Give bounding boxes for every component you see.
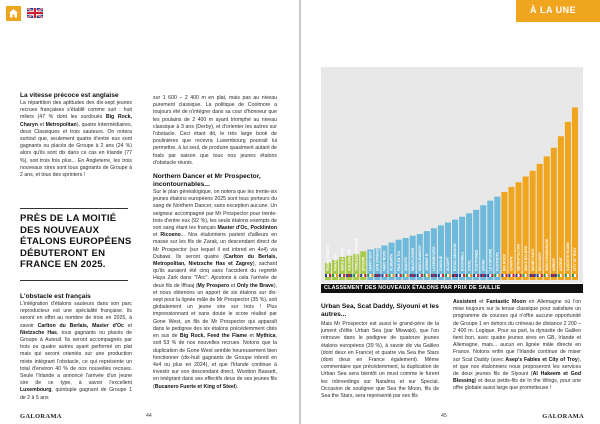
country-flag-marker [520,274,522,277]
country-flag-marker [512,274,514,277]
left-column-2 [153,95,277,391]
country-flag-marker [442,274,444,277]
chart-category-label: POSTPONED [474,249,479,271]
country-flag-marker [470,274,472,277]
country-flag-marker [510,274,512,277]
country-flag-marker [475,274,477,277]
country-flag-marker [537,274,539,277]
country-flag-marker [459,274,461,277]
country-flag-marker [572,274,574,277]
country-flag-marker [371,274,373,277]
country-flag-marker [532,274,534,277]
country-flag-marker [555,274,557,277]
country-flag-marker [546,274,548,277]
country-flag-marker [428,274,430,277]
country-flag-marker [516,274,518,277]
country-flag-marker [325,274,327,277]
country-flag-marker [343,274,345,277]
country-flag-marker [482,274,484,277]
chart-category-label: LUXEMBOURG [432,246,437,271]
country-flag-marker [456,274,458,277]
chart-category-label: BIG ROCK [502,254,507,271]
country-flag-marker [378,274,380,277]
country-flag-marker [329,274,331,277]
country-flag-marker [385,274,387,277]
country-flag-marker [362,274,364,277]
chart-category-label: ASCENT [559,257,564,271]
country-flag-marker [498,274,500,277]
country-flag-marker [534,274,536,277]
country-flag-marker [454,274,456,277]
chart-category-label: RECOVERY [537,252,542,271]
chart-category-label: CITY OF TROY [573,247,578,271]
country-flag-marker [541,274,543,277]
chart-category-label: FAIRY ROCK [382,250,387,271]
country-flag-marker [496,274,498,277]
top-bar-left [0,0,299,28]
paragraph-coolmore: sur 1 600 – 2 400 m en plat, mais pas au niveau purement classique. La politique de Coolmore a toujours été de n'intégrer dans sa cour d'honneur que les poulains de 2 400 m ayant triomphé au niveau classique à 3 ans (Derby), et d'orienter les autres sur l'obstacle. Ceci étant dit, le très large book de poulinières que recevra Luxembourg pourrait lui permettre, à lui seul, de produire quasiment autant de foals par saison que tous nos jeunes étalons d'obstacle réunis. [153,95,277,166]
country-flag-marker [369,274,371,277]
country-flag-marker [445,274,447,277]
pull-quote: PRÈS DE LA MOITIÉ DES NOUVEAUX ÉTALONS EUROPÉENS DÉBUTERONT EN FRANCE EN 2025. [20,213,132,270]
chart-category-label: MAKE BELIEVE [523,245,528,271]
country-flag-marker [539,274,541,277]
paragraph-galileo: Assistent et Fantastic Moon en Allemagne où l'on mise toujours sur la tenue classique pour satisfaire un programme de courses qui n'offre aucune opportunité de Groupe 1 en dehors du créneau de distance 2 200 – 2 400 m. Logique. Pour sa part, la dynastie de Galileo tient bon, avec quatre jeunes sires en GB, Irlande et Allemagne, mais... aucun en lignée mâle directe en France. Notons enfin que l'Irlande continue de miser sur Scat Daddy (avec Asep's Fables et City of Troy), et que nos étalonniers nous proposeront les services de deux jeunes fils de Siyouni (Al Hakeem et God Blessing) et deux petits-fils de In the Wings, pour une offre globale aussi large que prometteuse ! [453,299,581,392]
country-flag-marker [466,274,468,277]
paragraph-urban-sea: Mais Mr Prospector est aussi le grand-père de la jument d'élite Urban Sea (par Miswaki), que l'on retrouve dans le pedigree de quatorze jeunes étalons européens (39 %), à savoir dix via Galileo (dont deux en France) et quatre via Sea the Stars (dont deux en France également). Même commentaire que précédemment, la duplication de Urban Sea sera bientôt un must comme le furent les inbreedings sur Natalma et sur Special. Occasion de souligner que Sea the Moon, fils de Sea the Stars, sera représenté par ses fils [321,321,439,400]
country-flag-marker [332,274,334,277]
country-flag-marker [350,274,352,277]
country-flag-marker [567,274,569,277]
country-flag-marker [576,274,578,277]
heading-urban-sea: Urban Sea, Scat Daddy, Siyouni et les autres... [321,303,439,318]
country-flag-marker [391,274,393,277]
left-column-1-lower [20,293,132,402]
country-flag-marker [327,274,329,277]
chart-category-label: TIMELESS EPISODE [354,238,359,271]
heading-vitesse: La vitesse précoce est anglaise [20,92,119,99]
country-flag-marker [405,274,407,277]
chart-category-label: MISS DOWNGRADE [544,238,549,271]
heading-northern-dancer: Northern Dancer et Mr Prospector, incontournables... [153,173,261,189]
country-flag-marker [334,274,336,277]
paragraph-vitesse: La répartition des aptitudes des dix-sept jeunes recrues françaises s'établit comme suit : huit milers (47 % dont les surdoués Big Rock, Charyn et Metropolitan), quatre intermédiaires, deux Classiques et trois sauteurs. On notera surtout que, seulement quatre d'entre eux sont gagnants ou placés de Groupe à 2 ans (24 %) alors qu'ils sont dix dans ce cas en Irlande (77 %), soit trois fois plus... En Angleterre, les trois nouveaux sires sont tous gagnants de Groupe à 2 ans, et tous des sprinters ! [20,100,132,179]
home-icon [6,6,21,21]
country-flag-marker [523,274,525,277]
chart-category-label: LE KAPOURE [488,248,493,271]
country-flag-marker [560,274,562,277]
left-page [0,0,299,424]
country-flag-marker [336,274,338,277]
country-flag-marker [417,274,419,277]
chart-category-label: FOOTNOTE [495,252,500,271]
country-flag-marker [505,274,507,277]
country-flag-marker [574,274,576,277]
country-flag-marker [503,274,505,277]
country-flag-marker [433,274,435,277]
country-flag-marker [376,274,378,277]
country-flag-marker [407,274,409,277]
paragraph-obstacle: L'intégration d'étalons sauteurs dans son parc reproducteur est une spécialité française. Ils seront en effet au nombre de trois en 2025, à savoir Carlton du Berlais, Master d'Oc et Nietzsche Has, tous gagnants ou placés de Groupe à Auteuil. Ils seront accompagnés par trois ou quatre autres ayant performé en plat mais qui seront orientés sur une production mixte intégrant l'obstacle, ce qui représente un total d'environ 40 % de nos nouvelles recrues. Seule l'Irlande a annoncé l'arrivée d'un jeune sire de ce type, à savoir l'excellent Luxembourg, quintuple gagnant de Groupe 1 de 2 à 5 ans [20,301,132,401]
country-flag-marker [381,274,383,277]
chart-category-label: CHARLIE [439,255,444,271]
country-flag-marker [398,274,400,277]
paragraph-genealogie: Sur le plan généalogique, on notera que les trente-six jeunes étalons européens 2025 sont tous porteurs du sang de Northern Dancer, sans exception aucune. Un seigneur accompagné par Mr Prospector pour trente-trois d'entre eux (92 %), les seuls étalons exempts de son sang étant les français Master d'Oc, Pocklinton et Ricoeno... Nos étalonniers parient d'ailleurs en masse sur les fils de Zarak, un descendant direct de Mr Prospector (sur lequel il est inbred en 4x4) via Dubawi. Ils seront quatre (Carlton du Berlais, Metropolitan, Nietzsche Has et Zagrey), sachant qu'ils auraient été cinq sans l'accident du regretté Haya Zark dans "l'Arc". Ajoutons à cela l'arrivée de deux fils de Iffraaj (My Prospero et Only the Brave), et nous obtenons un apport de six étalons sur dix-sept pour la lignée mâle de Mr Prospector (35 %), soit globalement un jeune sire sur trois ! Plus impressionnant et sans doute le score réalisé par Gone West, un fils de Mr Prospector qui apparaît dans le pedigree des six étalons précédemment cités en sus de Big Rock, Feed the Flame et Mythica, soit 53 % de nos nouvelles recrues. Notons que la duplication de Gone West semble heureusement bien fonctionner (dix-huit gagnants de Groupe inbred en 4x4 ou plus en 2024), et que l'Irlande continue à investir sur son descendant direct, Wootton Bassett, en intégrant dans ses effectifs deux de ses jeunes fils (Bucanero Fuerte et King of Steel). [153,189,278,390]
chart-category-label: ROYAL DRAGON [453,243,458,271]
country-flag-marker [501,274,503,277]
country-flag-marker [355,274,357,277]
chart-category-label: PEDRO POWER [326,245,331,271]
chart-category-label: STATE [467,260,472,271]
country-flag-marker [353,274,355,277]
country-flag-marker [525,274,527,277]
chart-category-label: ARRIVE [552,258,557,271]
chart-category-label: ACCEPT [446,257,451,271]
right-page [301,0,600,424]
country-flag-marker [518,274,520,277]
country-flag-marker [484,274,486,277]
country-flag-marker [468,274,470,277]
country-flag-marker [440,274,442,277]
home-button[interactable] [6,6,21,21]
left-column-1 [20,92,132,179]
chart-category-label: HAPPY BOY [368,251,373,271]
chart-category-label: MIDDLEMARCH [417,245,422,271]
country-flag-marker [393,274,395,277]
chart-svg [321,67,583,283]
uk-flag-icon[interactable] [27,8,43,18]
section-label: À LA UNE [530,5,577,15]
country-flag-marker [426,274,428,277]
chart-category-label: AUGUSTE RODIN [566,242,571,271]
chart-category-label: PAIX EN TOI [396,251,401,271]
country-flag-marker [383,274,385,277]
chart-category-label: CHARYN [509,256,514,271]
right-column-1 [321,303,439,400]
country-flag-marker [431,274,433,277]
country-flag-marker [548,274,550,277]
country-flag-marker [569,274,571,277]
country-flag-marker [364,274,366,277]
country-flag-marker [473,274,475,277]
page-number-right: 45 [441,413,447,419]
country-flag-marker [477,274,479,277]
country-flag-marker [421,274,423,277]
country-flag-marker [374,274,376,277]
country-flag-marker [341,274,343,277]
country-flag-marker [412,274,414,277]
country-flag-marker [400,274,402,277]
country-flag-marker [551,274,553,277]
magazine-logo-left: GALORAMA [20,413,62,420]
country-flag-marker [494,274,496,277]
country-flag-marker [419,274,421,277]
country-flag-marker [424,274,426,277]
stallion-fee-chart [321,67,583,283]
country-flag-marker [544,274,546,277]
country-flag-marker [463,274,465,277]
country-flag-marker [389,274,391,277]
chart-category-label: KHAADEM [333,253,338,271]
country-flag-marker [360,274,362,277]
country-flag-marker [489,274,491,277]
chart-category-label: ANASTE [403,257,408,271]
country-flag-marker [491,274,493,277]
country-flag-marker [530,274,532,277]
country-flag-marker [435,274,437,277]
magazine-logo-right: GALORAMA [542,413,584,420]
pull-quote-rule-top [20,208,128,209]
chart-category-label: SAYNA [481,259,486,271]
country-flag-marker [508,274,510,277]
chart-category-label: METROPOLITAN [516,244,521,271]
country-flag-marker [414,274,416,277]
country-flag-marker [447,274,449,277]
chart-category-label: MAKE A WISH [340,248,345,271]
country-flag-marker [461,274,463,277]
country-flag-marker [565,274,567,277]
country-flag-marker [449,274,451,277]
country-flag-marker [410,274,412,277]
chart-category-label: MONEY BAYS [530,248,535,271]
country-flag-marker [452,274,454,277]
country-flag-marker [348,274,350,277]
right-column-2 [453,299,581,393]
country-flag-marker [367,274,369,277]
country-flag-marker [396,274,398,277]
country-flag-marker [487,274,489,277]
chart-title: CLASSEMENT DES NOUVEAUX ÉTALONS PAR PRIX DE SAILLIE [324,285,501,291]
country-flag-marker [553,274,555,277]
chart-category-label: WILDFLOWER [410,247,415,271]
chart-category-label: ALMERITA [389,253,394,271]
chart-category-label: SAN STRADO [375,248,380,271]
country-flag-marker [480,274,482,277]
country-flag-marker [527,274,529,277]
country-flag-marker [339,274,341,277]
page-number-left: 44 [146,413,152,419]
chart-category-label: GOLDEN TIM [347,249,352,271]
country-flag-marker [357,274,359,277]
heading-obstacle: L'obstacle est français [20,293,91,300]
section-tab[interactable] [516,0,600,22]
country-flag-marker [346,274,348,277]
pull-quote-rule-bottom [20,280,128,281]
country-flag-marker [562,274,564,277]
country-flag-marker [403,274,405,277]
chart-category-label: SIYOUNI [361,257,366,271]
chart-category-label: ROCKWELL [460,251,465,271]
chart-caption-bar [321,284,583,293]
country-flag-marker [438,274,440,277]
country-flag-marker [558,274,560,277]
chart-category-label: JOHNNY B [425,253,430,271]
